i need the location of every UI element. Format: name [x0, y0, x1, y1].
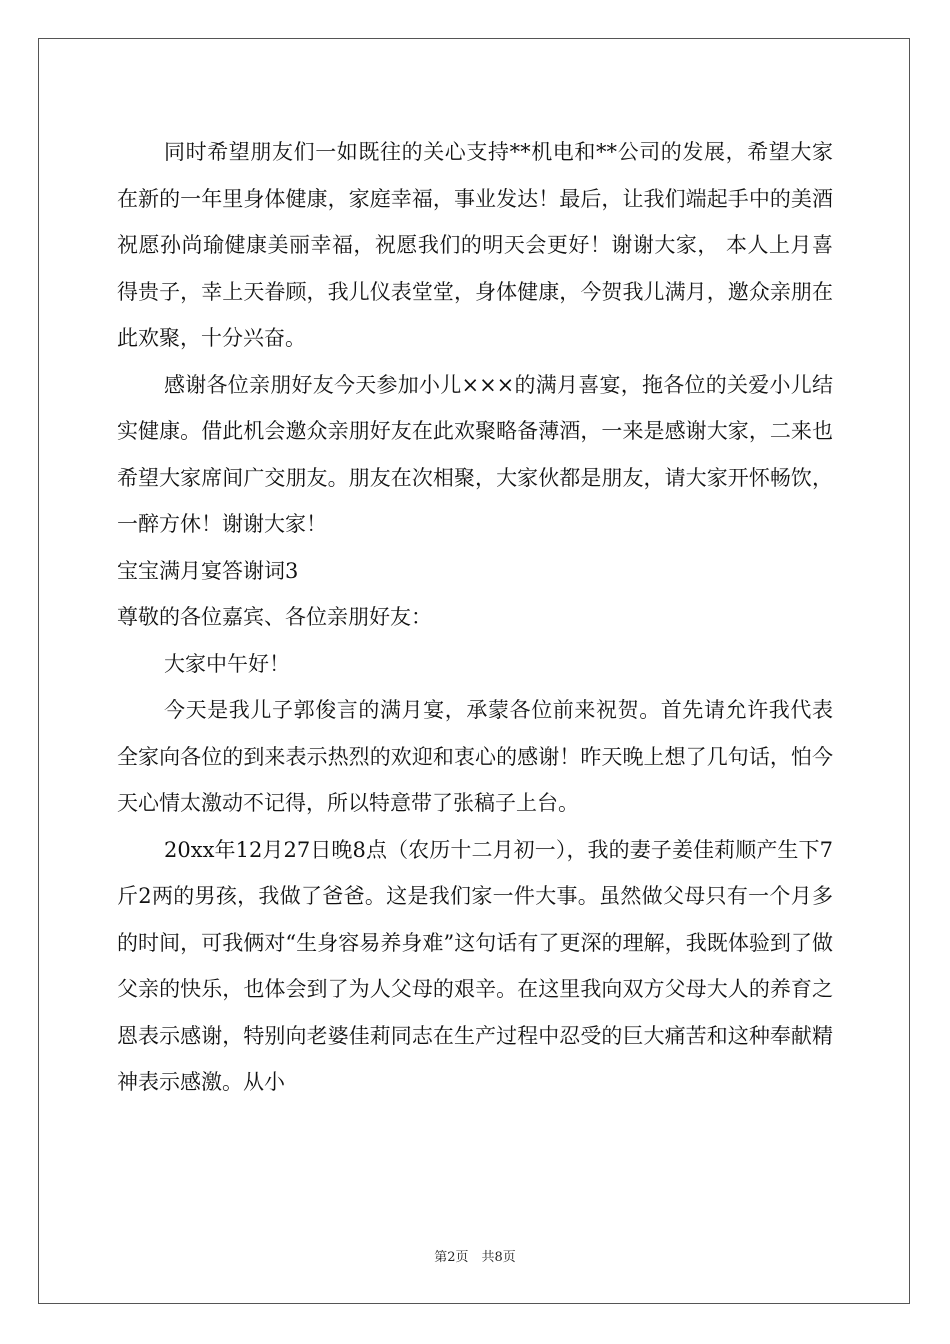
section-heading: 宝宝满月宴答谢词3: [117, 558, 299, 583]
paragraph-thanks-guests: 感谢各位亲朋好友今天参加小儿×××的满月喜宴，拖各位的关爱小儿结实健康。借此机会邀众亲朋好友在此欢聚略备薄酒，一来是感谢大家，二来也希望大家席间广交朋友。朋友在次相聚，大家伙都是朋友，请大家开怀畅饮，一醉方休！谢谢大家！: [117, 372, 833, 536]
greeting: 大家中午好！: [164, 651, 290, 676]
paragraph-closing-wishes: 同时希望朋友们一如既往的关心支持**机电和**公司的发展，希望大家在新的一年里身体健康，家庭幸福，事业发达！最后，让我们端起手中的美酒祝愿孙尚瑜健康美丽幸福，祝愿我们的明天会更好！谢谢大家， 本人上月喜得贵子，幸上天眷顾，我儿仪表堂堂，身体健康，今贺我儿满月，邀众亲朋在此欢聚，十分兴奋。: [117, 140, 833, 350]
salutation: 尊敬的各位嘉宾、各位亲朋好友：: [117, 605, 432, 629]
page-number-footer: 第2页 共8页: [434, 1250, 516, 1265]
document-body: [117, 129, 833, 1106]
paragraph-birth-story: 20xx年12月27日晚8点（农历十二月初一），我的妻子姜佳莉顺产生下7斤2两的男孩，我做了爸爸。这是我们家一件大事。虽然做父母只有一个月多的时间，可我俩对“生身容易养身难”这句话有了更深的理解，我既体验到了做父亲的快乐，也体会到了为人父母的艰辛。在这里我向双方父母大人的养育之恩表示感谢，特别向老婆佳莉同志在生产过程中忍受的巨大痛苦和这种奉献精神表示感激。从小: [117, 837, 833, 1094]
paragraph-intro: 今天是我儿子郭俊言的满月宴，承蒙各位前来祝贺。首先请允许我代表全家向各位的到来表示热烈的欢迎和衷心的感谢！昨天晚上想了几句话，怕今天心情太激动不记得，所以特意带了张稿子上台。: [117, 698, 833, 815]
